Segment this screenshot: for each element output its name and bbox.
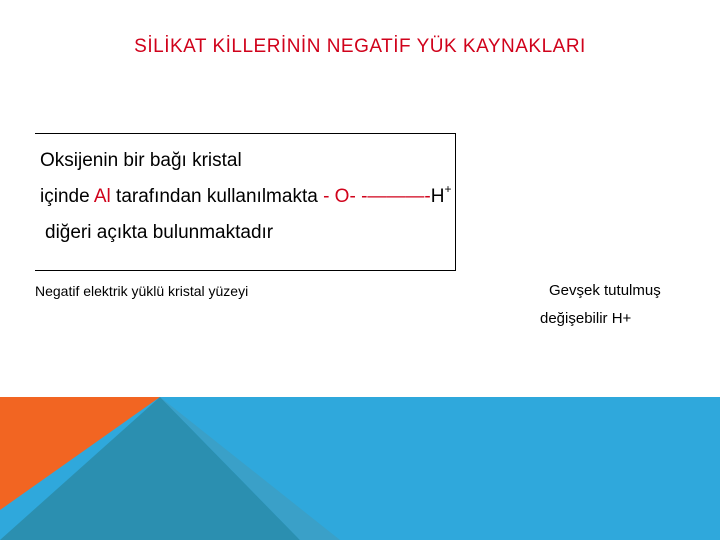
exchangeable-note: değişebilir H+ (540, 310, 632, 327)
box-line-2-post: tarafından kullanılmakta (110, 186, 318, 207)
box-line-2-pre: içinde (40, 186, 94, 207)
hydrogen-label: H+ (430, 182, 452, 207)
oxygen-bond: - O- -———- (323, 186, 431, 207)
slide-title: SİLİKAT KİLLERİNİN NEGATİF YÜK KAYNAKLARI (134, 36, 586, 57)
surface-note: Negatif elektrik yüklü kristal yüzeyi (35, 283, 249, 299)
al-label: Al (93, 186, 111, 207)
box-line-1: Oksijenin bir bağı kristal (40, 150, 242, 171)
plus-charge: + (444, 182, 452, 196)
box-line-3: diğeri açıkta bulunmaktadır (45, 222, 274, 243)
loose-note: Gevşek tutulmuş (549, 282, 661, 299)
